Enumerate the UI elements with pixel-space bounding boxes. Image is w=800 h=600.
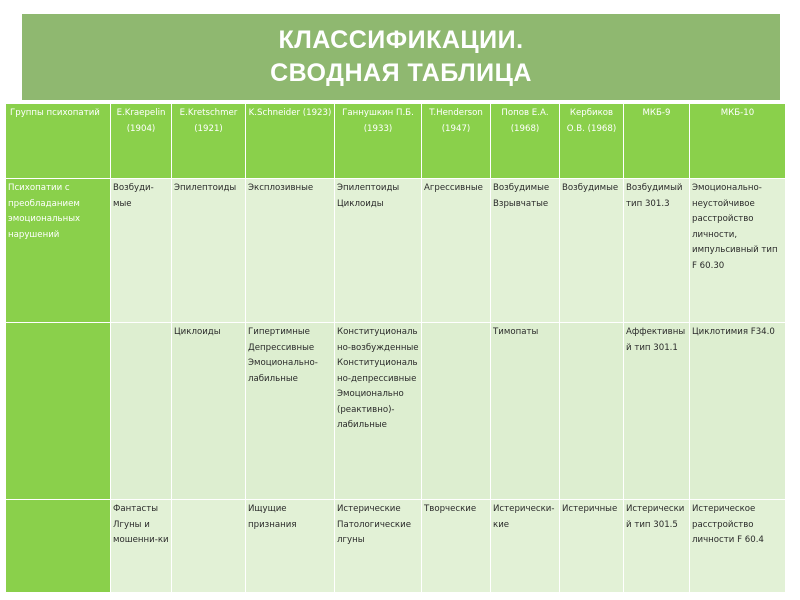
header-cell: E.Kretschmer (1921): [172, 104, 246, 179]
table-cell: Эксплозивные: [246, 179, 335, 323]
table-cell: [172, 500, 246, 593]
header-cell: МКБ-9: [624, 104, 690, 179]
table-cell: Возбудимые Взрывчатые: [491, 179, 560, 323]
table-cell: Эпилептоиды Циклоиды: [335, 179, 422, 323]
table-cell: Гипертимные Депрессивные Эмоционально-лабильные: [246, 323, 335, 500]
table-row: [6, 323, 786, 500]
table-cell: Возбудимые: [560, 179, 624, 323]
title-line-1: КЛАССИФИКАЦИИ.: [278, 26, 524, 54]
table-cell: Тимопаты: [491, 323, 560, 500]
table-cell: Истерический тип 301.5: [624, 500, 690, 593]
classification-table: [5, 103, 786, 593]
table-cell: Возбудимый тип 301.3: [624, 179, 690, 323]
table-cell: [111, 323, 172, 500]
table-cell: Эпилептоиды: [172, 179, 246, 323]
header-cell: Попов Е.А. (1968): [491, 104, 560, 179]
header-cell: T.Henderson (1947): [422, 104, 491, 179]
table-cell: Фантасты Лгуны и мошенни-ки: [111, 500, 172, 593]
header-row: [6, 104, 786, 179]
header-cell: K.Schneider (1923): [246, 104, 335, 179]
table-cell: Аффективный тип 301.1: [624, 323, 690, 500]
row-group-label: [6, 500, 111, 593]
table-cell: Истеричные: [560, 500, 624, 593]
table-row: [6, 500, 786, 593]
table-row: [6, 179, 786, 323]
title-banner: [22, 14, 780, 100]
table-cell: Ищущие признания: [246, 500, 335, 593]
table-cell: Возбуди-мые: [111, 179, 172, 323]
table-cell: Циклоиды: [172, 323, 246, 500]
title-line-2: СВОДНАЯ ТАБЛИЦА: [270, 59, 532, 87]
row-group-label: [6, 323, 111, 500]
table-cell: Истерически-кие: [491, 500, 560, 593]
table-cell: Истерические Патологические лгуны: [335, 500, 422, 593]
header-cell: E.Kraepelin (1904): [111, 104, 172, 179]
table-cell: [422, 323, 491, 500]
header-cell: МКБ-10: [690, 104, 786, 179]
row-group-label: Психопатии с преобладанием эмоциональных нарушений: [6, 179, 111, 323]
table-cell: Творческие: [422, 500, 491, 593]
header-cell: Ганнушкин П.Б. (1933): [335, 104, 422, 179]
table-cell: Истерическое расстройство личности F 60.4: [690, 500, 786, 593]
table-cell: Конституциональ но-возбужденные Конституциональ но-депрессивные Эмоционально (реактивно)-лабильные: [335, 323, 422, 500]
table-cell: Агрессивные: [422, 179, 491, 323]
header-cell: Группы психопатий: [6, 104, 111, 179]
table-cell: Эмоционально-неустойчивое расстройство личности, импульсивный тип F 60.30: [690, 179, 786, 323]
header-cell: Кербиков О.В. (1968): [560, 104, 624, 179]
table-cell: [560, 323, 624, 500]
table-cell: Циклотимия F34.0: [690, 323, 786, 500]
